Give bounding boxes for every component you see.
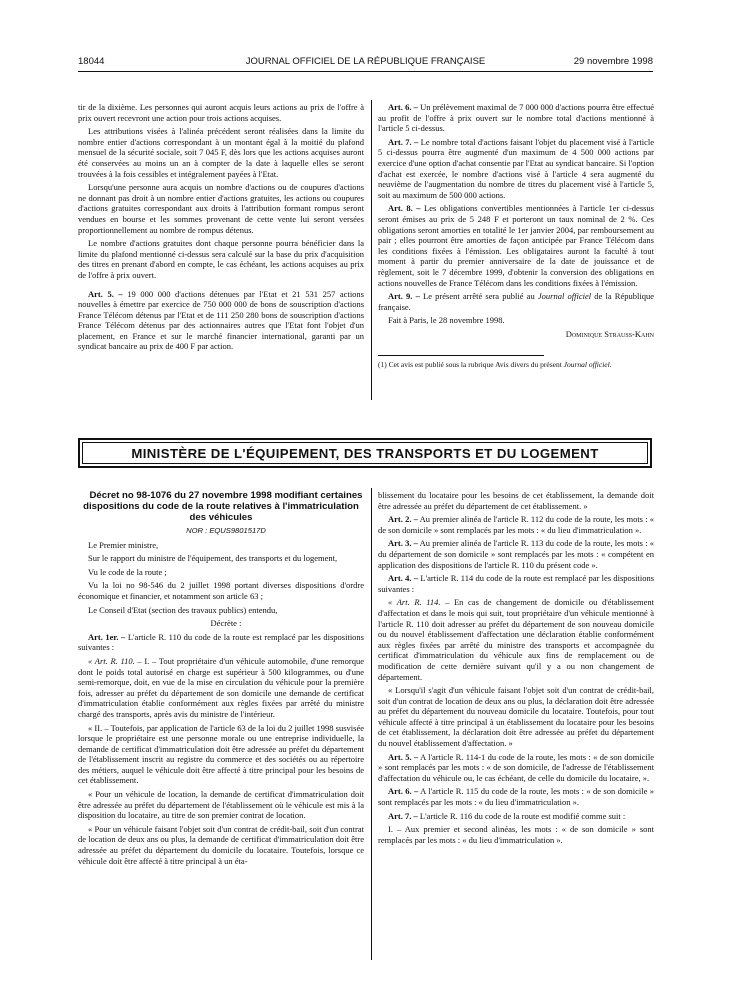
paragraph: « Pour un véhicule de location, la demande de certificat d'immatriculation doit être adressée au préfet du département de l'établissement où le véhicule est mis à la disposition du locataire, au titre de son premier contrat de location. — [78, 789, 364, 821]
page-header — [78, 56, 653, 70]
article-label: « Art. R. 114. — [388, 597, 441, 608]
paragraph: « Lorsqu'il s'agit d'un véhicule faisant l'objet soit d'un contrat de crédit-bail, soit d'un contrat de location de deux ans ou plus, la déclaration doit être adressée au préfet du département du nouveau domicile du locataire. Toutefois, pour tout véhicule affecté à titre principal à un établissement du locataire pour les besoins de cet établissement, la déclaration doit être adressée au préfet du département du nouvel établissement d'affectation. » — [378, 685, 654, 749]
article-label: Art. 2. – — [388, 514, 418, 525]
decree-left-column — [78, 490, 364, 869]
column-divider — [371, 488, 372, 960]
article-1 — [78, 632, 364, 653]
article-text: de la République française. — [378, 291, 654, 312]
ministry-banner — [78, 438, 652, 468]
journal-name: Journal officiel — [537, 291, 592, 302]
article-text: Les obligations convertibles mentionnées à l'article 1er ci-dessus seront émises au prix de 5 248 F et porteront un taux nominal de 2 %. Ces obligations seront amorties en totalité le 1er janvier 2004, par remboursement au pair ; elles pourront être amorties de façon anticipée par France Télécom dans les conditions fixées à l'émission. Les obligataires auront la faculté à tout moment à partir du premier anniversaire de la date de jouissance et de règlement, soit le 7 décembre 1999, d'obtenir la conversion des obligations en actions nouvelles de France Télécom dans les conditions fixées à l'émission. — [378, 203, 654, 288]
paragraph: tir de la dixième. Les personnes qui auront acquis leurs actions au prix de l'offre à prix ouvert recevront une action pour trois actions acquises. — [78, 102, 364, 123]
paragraph: blissement du locataire pour les besoins de cet établissement, la demande doit être adressée au préfet du département de cet établissement. » — [378, 490, 654, 511]
article-text: Un prélèvement maximal de 7 000 000 d'actions pourra être effectué au profit de l'offre à prix ouvert sur le nombre total d'actions mentionné à l'article 5 ci-dessus. — [378, 102, 654, 134]
article-r110 — [78, 656, 364, 720]
footnote-rule — [378, 355, 544, 356]
article-label: Art. 9. – — [388, 291, 420, 302]
paragraph: Les attributions visées à l'alinéa précédent seront réalisées dans la limite du nombre entier d'actions correspondant à un montant égal à la moitié du plafond mensuel de la sécurité sociale, soit 7 045 F, dès lors que les actions acquises auront été conservées au moins un an à compter de la date à laquelle elles se seront trouvées à la fois cessibles et intégralement payées à l'Etat. — [78, 126, 364, 179]
paragraph: Lorsqu'une personne aura acquis un nombre d'actions ou de coupures d'actions ne donnant pas droit à un nombre entier d'actions gratuites, les actions ou coupures d'actions gratuites correspondant aux droits à l'attribution formant rompus seront vendues en bourse et les sommes provenant de cette vente lui seront versées proportionnellement au nombre de rompus détenus. — [78, 182, 364, 235]
article-7 — [378, 137, 654, 201]
article-label: Art. 7. – — [388, 810, 418, 821]
signature: Dominique Strauss-Kahn — [565, 328, 654, 339]
paragraph: Vu la loi no 98-546 du 2 juillet 1998 portant diverses dispositions d'ordre économique et financier, et notamment son article 63 ; — [78, 580, 364, 601]
paragraph: Le nombre d'actions gratuites dont chaque personne pourra bénéficier dans la limite du plafond mentionné ci-dessus sera calculé sur la base du prix d'acquisition des titres en prenant d'abord en compte, le cas échéant, les actions acquises au prix de l'offre à prix ouvert. — [78, 238, 364, 280]
paragraph: I. – Aux premier et second alinéas, les mots : « de son domicile » sont remplacés par les mots : « du lieu d'immatriculation ». — [378, 824, 654, 845]
footnote-text: (1) Cet avis est publié sous la rubrique Avis divers du présent — [378, 360, 564, 370]
article-r114 — [378, 597, 654, 682]
column-divider — [371, 100, 372, 400]
article-label: « Art. R. 110. — [88, 655, 135, 666]
footnote — [378, 360, 654, 369]
article-text: L'article R. 116 du code de la route est modifié comme suit : — [417, 810, 626, 821]
article-text: Au premier alinéa de l'article R. 113 du code de la route, les mots : « du département de son domicile » sont remplacés par les mots : « compétent en application des dispositions de l'article R. 110 du présent code ». — [378, 538, 654, 570]
article-text: L'article R. 110 du code de la route est remplacé par les dispositions suivantes : — [78, 631, 364, 653]
article-text: Le présent arrêté sera publié au — [419, 291, 538, 302]
article-text: L'article R. 114 du code de la route est remplacé par les dispositions suivantes : — [378, 573, 655, 594]
paragraph: « II. – Toutefois, par application de l'article 63 de la loi du 2 juillet 1998 susvisée lorsque le propriétaire est une personne morale ou une entreprise individuelle, la demande de certificat d'immatriculation doit être adressée au préfet du département de l'établissement inscrit au registre du commerce et des sociétés ou au répertoire des métiers, auquel le véhicule doit être affecté à titre principal pour les besoins de cet établissement. — [78, 722, 364, 786]
article-text: – I. – Tout propriétaire d'un véhicule automobile, d'une remorque dont le poids total autorisé en charge est supérieur à 500 kilogrammes, ou d'une semi-remorque, doit, en vue de la mise en circulation du véhicule pour la première fois, adresser au préfet du département de son domicile une demande de certificat d'immatriculation établie conformément aux règles fixées par arrêté du ministre chargé des transports, après avis du ministre de l'intérieur. — [78, 655, 364, 719]
article-label: Art. 4. – — [388, 573, 419, 584]
article-2 — [378, 514, 654, 535]
journal-title: JOURNAL OFFICIEL DE LA RÉPUBLIQUE FRANÇAISE — [245, 56, 486, 67]
paragraph: Le Premier ministre, — [88, 539, 159, 550]
article-label: Art. 7. – — [388, 136, 419, 147]
article-text: 19 000 000 d'actions détenues par l'Etat et 21 531 257 actions nouvelles à émettre par exercice de 750 000 000 de bons de souscription d'actions France Télécom détenus par l'Etat et de 111 250 280 bons de souscription d'actions France Télécom détenus par des actionnaires autres que l'Etat font l'objet d'un placement, en France et sur le marché financier international, garanti par un syndicat bancaire au prix de 400 F par action. — [78, 288, 364, 352]
article-8 — [378, 203, 654, 288]
article-label: Art. 3. – — [388, 538, 418, 549]
article-label: Art. 6. – — [388, 102, 418, 112]
paragraph: Sur le rapport du ministre de l'équipement, des transports et du logement, — [88, 553, 338, 564]
article-7 — [378, 811, 654, 822]
top-left-column — [78, 102, 364, 355]
article-text: – En cas de changement de domicile ou d'établissement d'affectation et dans le mois qui suit, tout propriétaire d'un véhicule mentionné à l'article R. 110 doit adresser au préfet du département de son nouveau domicile ou du nouvel établissement d'affectation une déclaration établie conformément aux règles fixées par arrêté du ministre des transports et accompagnée du certificat d'immatriculation du véhicule aux fins de remplacement ou de modification de cette dernière suivant qu'il y a ou non changement de département. — [378, 597, 654, 682]
page-number: 18044 — [78, 56, 105, 67]
article-label: Art. 5. – — [388, 751, 419, 762]
top-right-column — [378, 102, 654, 369]
article-5 — [378, 752, 654, 784]
paragraph: Le Conseil d'Etat (section des travaux publics) entendu, — [88, 604, 278, 615]
article-label: Art. 5. – — [88, 288, 123, 299]
ministry-title: MINISTÈRE DE L'ÉQUIPEMENT, DES TRANSPORTS ET DU LOGEMENT — [82, 442, 648, 464]
footnote-text: . — [609, 360, 612, 370]
article-label: Art. 1er. – — [88, 631, 126, 642]
article-5 — [78, 289, 364, 353]
article-label: Art. 6. – — [388, 786, 419, 797]
article-text: Le nombre total d'actions faisant l'objet du placement visé à l'article 5 ci-dessus pourra être augmenté d'un maximum de 4 500 000 actions par exercice d'une option d'achat consentie par l'Etat au syndicat bancaire. Si l'option d'achat est exercée, le nombre d'actions visé à l'article 4 sera augmenté du neuvième de l'augmentation du nombre de titres du placement visé à l'article 5, soit au maximum de 500 000 actions. — [378, 136, 654, 200]
header-date: 29 novembre 1998 — [573, 56, 653, 67]
article-4 — [378, 573, 654, 594]
article-6 — [378, 102, 654, 134]
decree-right-column — [378, 490, 654, 848]
journal-name: Journal officiel — [563, 360, 610, 370]
header-rule — [78, 71, 653, 72]
paragraph: « Pour un véhicule faisant l'objet soit d'un contrat de crédit-bail, soit d'un contrat de location de deux ans ou plus, la demande de certificat d'immatriculation doit être adressée au préfet du département du domicile du locataire. Toutefois, lorsque ce véhicule doit être affecté à titre principal à un éta- — [78, 823, 364, 866]
article-9 — [378, 291, 654, 312]
article-text: A l'article R. 114-1 du code de la route, les mots : « de son domicile » sont remplacés par les mots : « de son domicile, de l'adresse de l'établissement d'affectation du véhicule ou, le cas échéant, de celle du domicile du locataire, ». — [378, 751, 654, 783]
article-6 — [378, 786, 654, 807]
article-label: Art. 8. – — [388, 203, 421, 214]
article-3 — [378, 538, 654, 570]
decree-title: Décret no 98-1076 du 27 novembre 1998 modifiant certaines dispositions du code de la route relatives à l'immatriculation des véhicules — [83, 490, 363, 523]
article-text: Au premier alinéa de l'article R. 112 du code de la route, les mots : « de son domicile » sont remplacés par les mots : « du lieu d'immatriculation ». — [378, 514, 654, 535]
article-text: A l'article R. 115 du code de la route, les mots : « de son domicile » sont remplacés par les mots : « du lieu d'immatriculation ». — [378, 786, 654, 808]
fait-a-paris: Fait à Paris, le 28 novembre 1998. — [388, 315, 505, 326]
nor-reference: NOR : EQUS9801517D — [186, 526, 266, 535]
paragraph: Vu le code de la route ; — [88, 566, 167, 577]
decrete: Décrète : — [210, 618, 242, 629]
